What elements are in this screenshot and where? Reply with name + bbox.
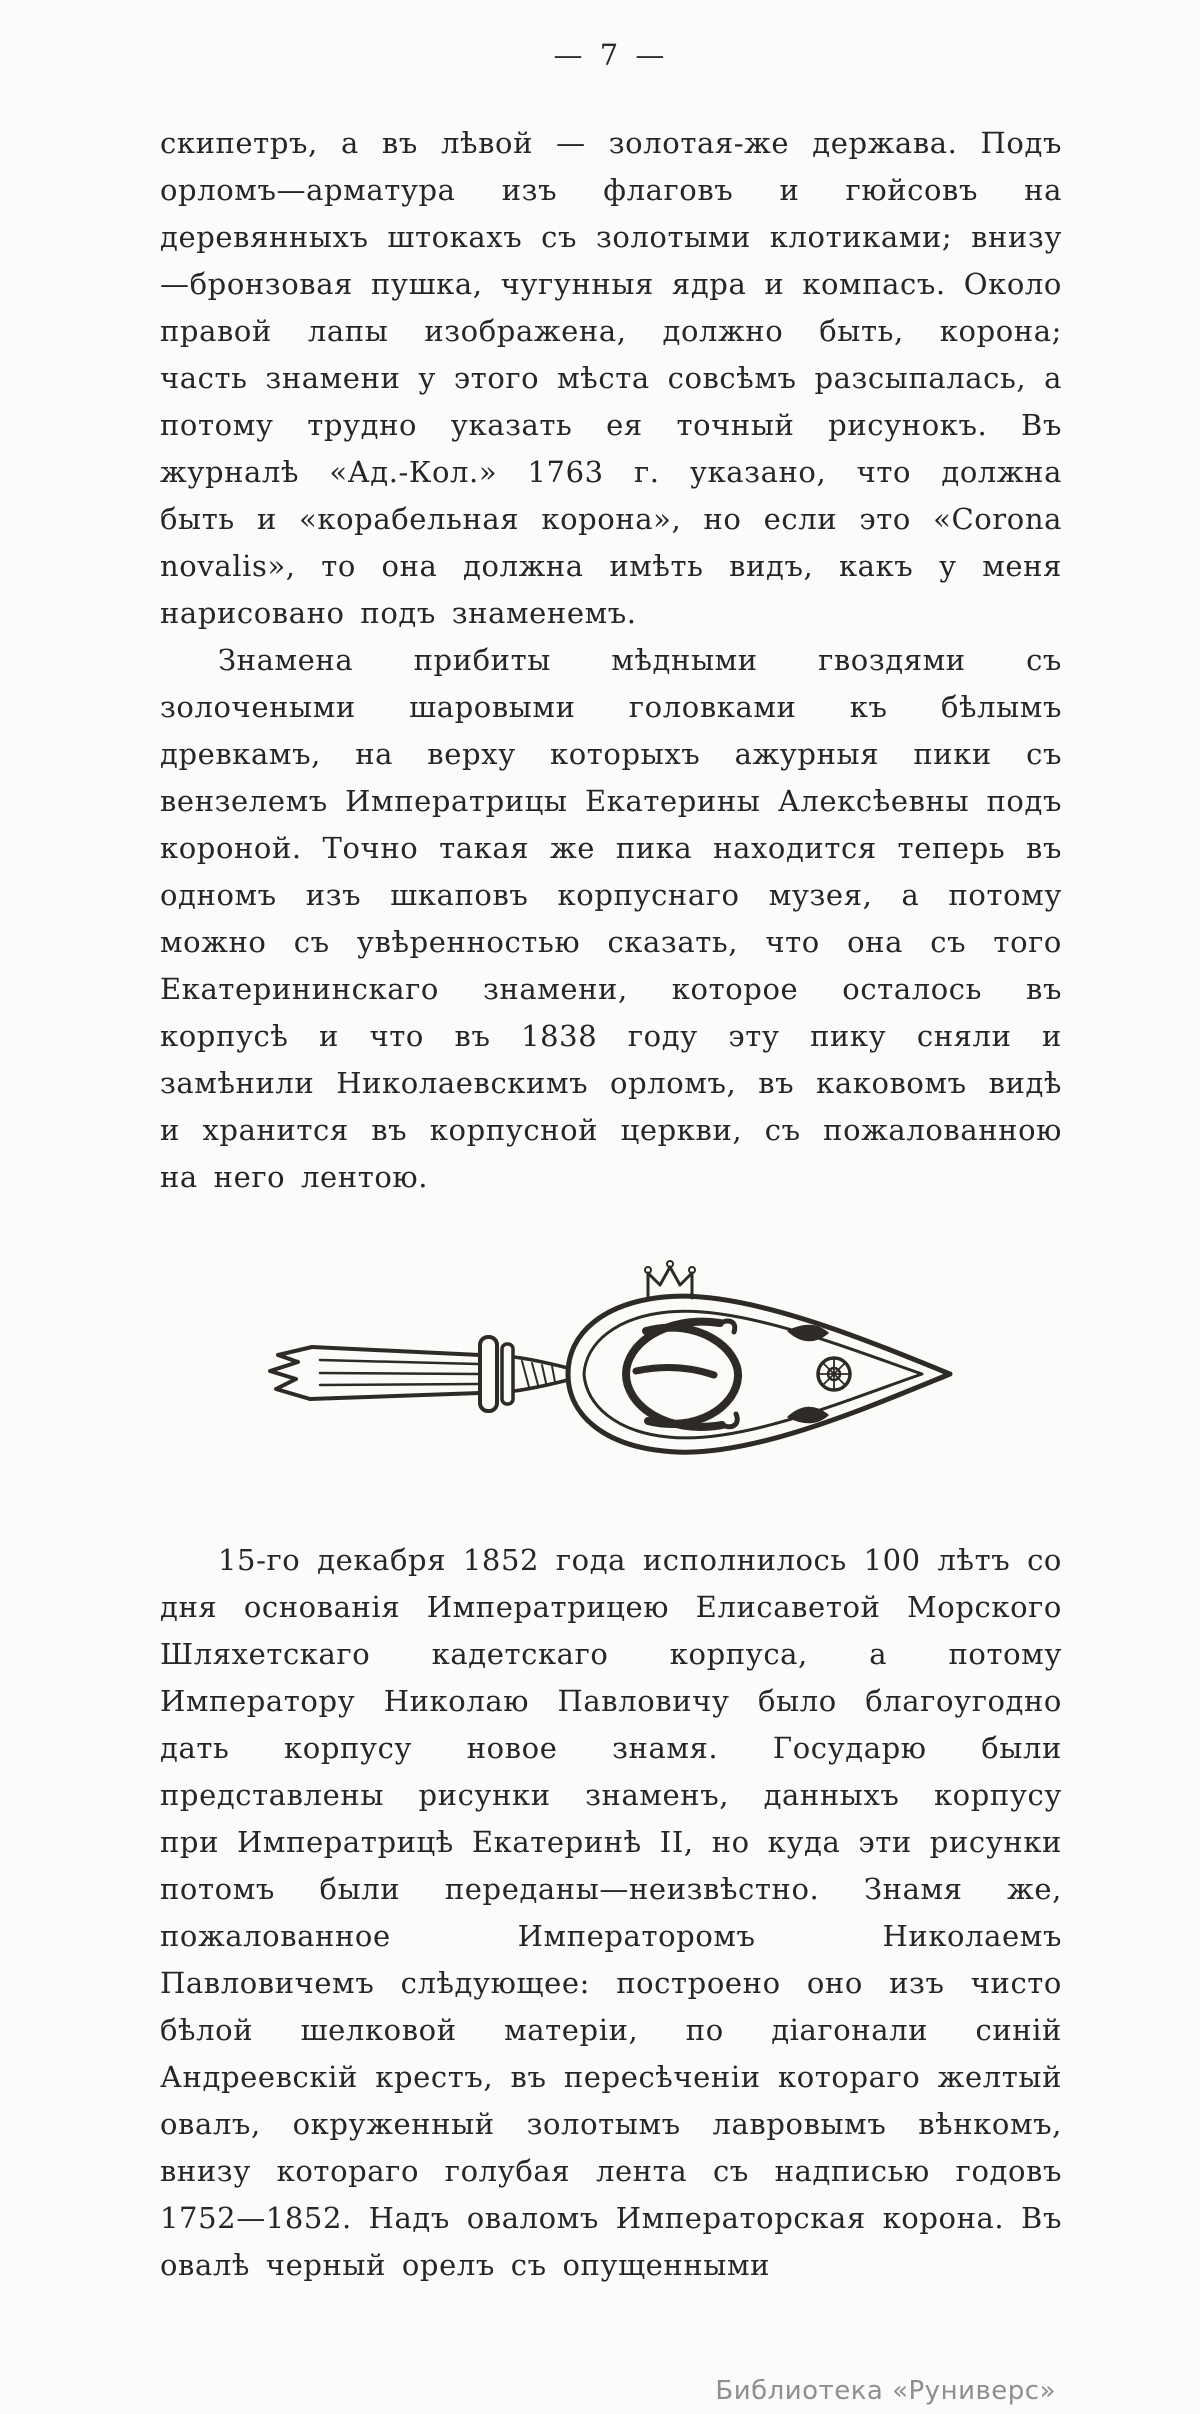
paragraph: Знамена прибиты мѣдными гвоздями съ золочеными шаровыми головками къ бѣлымъ древкамъ, на верху которыхъ ажурныя пики съ вензелемъ Императрицы Екатерины Алексѣевны подъ короной. Точно такая же пика находится теперь въ одномъ изъ шкаповъ корпуснаго музея, а потому можно съ увѣренностью сказать, что она съ того Екатерининскаго знамени, которое осталось въ корпусѣ и что въ 1838 году эту пику сняли и замѣнили Николаевскимъ орломъ, въ каковомъ видѣ и хранится въ корпусной церкви, съ пожалованною на него лентою.: [160, 643, 1062, 1194]
paragraph: 15-го декабря 1852 года исполнилось 100 лѣтъ со дня основанія Императрицею Елисаветой Морского Шляхетскаго кадетскаго корпуса, а потому Императору Николаю Павловичу было благоугодно дать корпусу новое знамя. Государю были представлены рисунки знаменъ, данныхъ корпусу при Императрицѣ Екатеринѣ II, но куда эти рисунки потомъ были переданы—неизвѣстно. Знамя же, пожалованное Императоромъ Николаемъ Павловичемъ слѣдующее: построено оно изъ чисто бѣлой шелковой матеріи, по діагонали синій Андреевскій крестъ, въ пересѣченіи котораго желтый овалъ, окруженный золотымъ лавровымъ вѣнкомъ, внизу котораго голубая лента съ надписью годовъ 1752—1852. Надъ оваломъ Императорская корона. Въ овалѣ черный орелъ съ опущенными: [160, 1543, 1062, 2282]
pike-finial-drawing-svg: [228, 1253, 998, 1503]
page-number: — 7 —: [553, 38, 669, 72]
page-text: [160, 120, 1062, 2289]
pike-finial-illustration: [228, 1253, 998, 1503]
library-watermark: Библиотека «Руниверс»: [715, 2376, 1056, 2406]
paragraph: скипетръ, а въ лѣвой — золотая-же держава. Подъ орломъ—арматура изъ флаговъ и гюйсовъ на деревянныхъ штокахъ съ золотыми клотиками; внизу—бронзовая пушка, чугунныя ядра и компасъ. Около правой лапы изображена, должно быть, корона; часть знамени у этого мѣста совсѣмъ разсыпалась, а потому трудно указать ея точный рисунокъ. Въ журналѣ «Ад.-Кол.» 1763 г. указано, что должна быть и «корабельная корона», но если это «Corona novalis», то она должна имѣть видъ, какъ у меня нарисовано подъ знаменемъ.: [160, 126, 1062, 630]
